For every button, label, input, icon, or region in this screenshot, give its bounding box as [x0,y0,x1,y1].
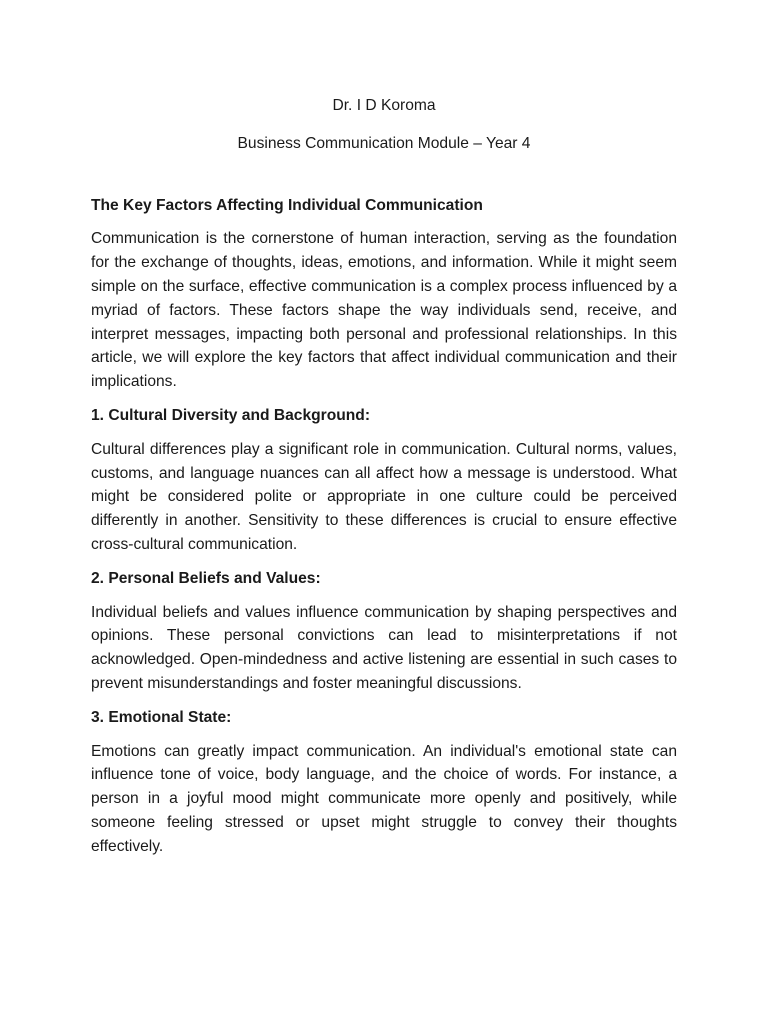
section-heading-beliefs: 2. Personal Beliefs and Values: [91,569,321,587]
module-line: Business Communication Module – Year 4 [237,134,531,152]
section-heading-cultural: 1. Cultural Diversity and Background: [91,406,371,424]
author-line: Dr. I D Koroma [332,97,436,114]
article-title: The Key Factors Affecting Individual Communication [91,196,483,214]
document-content [91,94,677,869]
section-heading-emotional: 3. Emotional State: [91,708,232,726]
section-text-cultural: Cultural differences play a significant role in communication. Cultural norms, values, customs, and language nuances can all affect how a message is understood. What might be considered polite or appropriate in one culture could be perceived differently in another. Sensitivity to these differences is crucial to ensure effective cross-cultural communication. [91,440,677,553]
intro-paragraph: Communication is the cornerstone of human interaction, serving as the foundation for the exchange of thoughts, ideas, emotions, and information. While it might seem simple on the surface, effective communication is a complex process influenced by a myriad of factors. These factors shape the way individuals send, receive, and interpret messages, impacting both personal and professional relationships. In this article, we will explore the key factors that affect individual communication and their implications. [91,230,677,391]
section-text-beliefs: Individual beliefs and values influence communication by shaping perspectives and opinions. These personal convictions can lead to misinterpretations if not acknowledged. Open-mindedness and active listening are essential in such cases to prevent misunderstandings and foster meaningful discussions. [91,603,677,692]
section-text-emotional: Emotions can greatly impact communication. An individual's emotional state can influence tone of voice, body language, and the choice of words. For instance, a person in a joyful mood might communicate more openly and positively, while someone feeling stressed or upset might struggle to convey their thoughts effectively. [91,742,677,855]
